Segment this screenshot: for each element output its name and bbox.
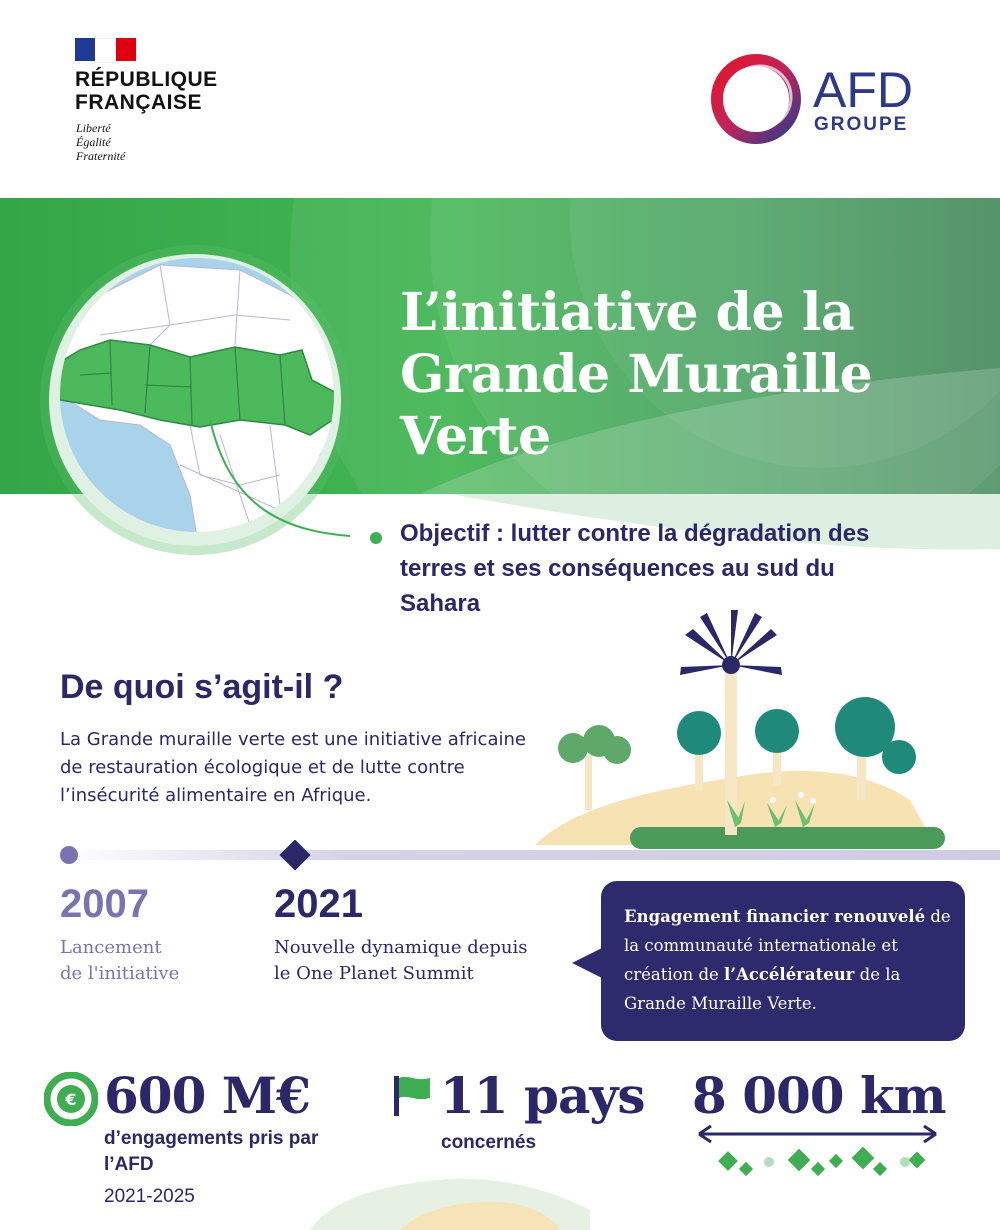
afd-groupe: GROUPE bbox=[814, 114, 909, 135]
afd-name: AFD bbox=[813, 62, 913, 118]
marianne-flag-icon bbox=[75, 38, 136, 61]
stat-engagements-period: 2021-2025 bbox=[104, 1186, 195, 1207]
pointer-dot-icon bbox=[366, 528, 386, 548]
stat-distance-value: 8 000 km bbox=[692, 1066, 946, 1125]
distance-arrow-icon bbox=[695, 1118, 940, 1188]
background-map-shape bbox=[290, 1140, 590, 1230]
timeline-dot-2007 bbox=[60, 846, 78, 864]
landscape-illustration bbox=[535, 605, 955, 850]
stat-engagements-value: 600 M€ bbox=[104, 1066, 310, 1125]
motto-egalite: Égalité bbox=[76, 135, 111, 149]
africa-map bbox=[40, 245, 350, 555]
stat-engagements-label: d’engagements pris par l’AFD bbox=[104, 1128, 319, 1175]
bubble-tail bbox=[572, 948, 602, 978]
flag-icon bbox=[392, 1074, 436, 1118]
timeline-bar bbox=[60, 840, 1000, 870]
about-text: La Grande muraille verte est une initiative africaine de restauration écologique et de lutte contre l’insécurité alimentaire en Afrique. bbox=[60, 729, 526, 806]
objective-text: Objectif : lutter contre la dégradation des terres et ses conséquences au sud du Sahara bbox=[400, 520, 870, 617]
stat-countries-label: concernés bbox=[441, 1132, 537, 1153]
engagement-text: Engagement financier renouvelé de la communauté internationale et création de l’Accélérateur de la Grande Muraille Verte. bbox=[624, 907, 951, 1013]
page-title: L’initiative de la Grande Muraille Verte bbox=[400, 282, 873, 467]
timeline-diamond-2021 bbox=[279, 840, 310, 870]
republique-francaise-logo-text: RÉPUBLIQUE FRANÇAISE bbox=[75, 68, 218, 114]
motto-fraternite: Fraternité bbox=[76, 149, 126, 163]
year-2021: 2021 bbox=[274, 882, 363, 926]
republique-motto bbox=[76, 121, 125, 163]
svg-text:€: € bbox=[65, 1090, 77, 1109]
year-2007-text: Lancement de l'initiative bbox=[60, 937, 180, 984]
stat-countries-value: 11 pays bbox=[440, 1066, 645, 1125]
year-2021-text: Nouvelle dynamique depuis le One Planet Summit bbox=[274, 937, 528, 984]
about-title: De quoi s’agit-il ? bbox=[60, 668, 344, 706]
euro-icon bbox=[44, 1072, 98, 1126]
motto-liberte: Liberté bbox=[76, 121, 111, 135]
year-2007: 2007 bbox=[60, 882, 149, 926]
